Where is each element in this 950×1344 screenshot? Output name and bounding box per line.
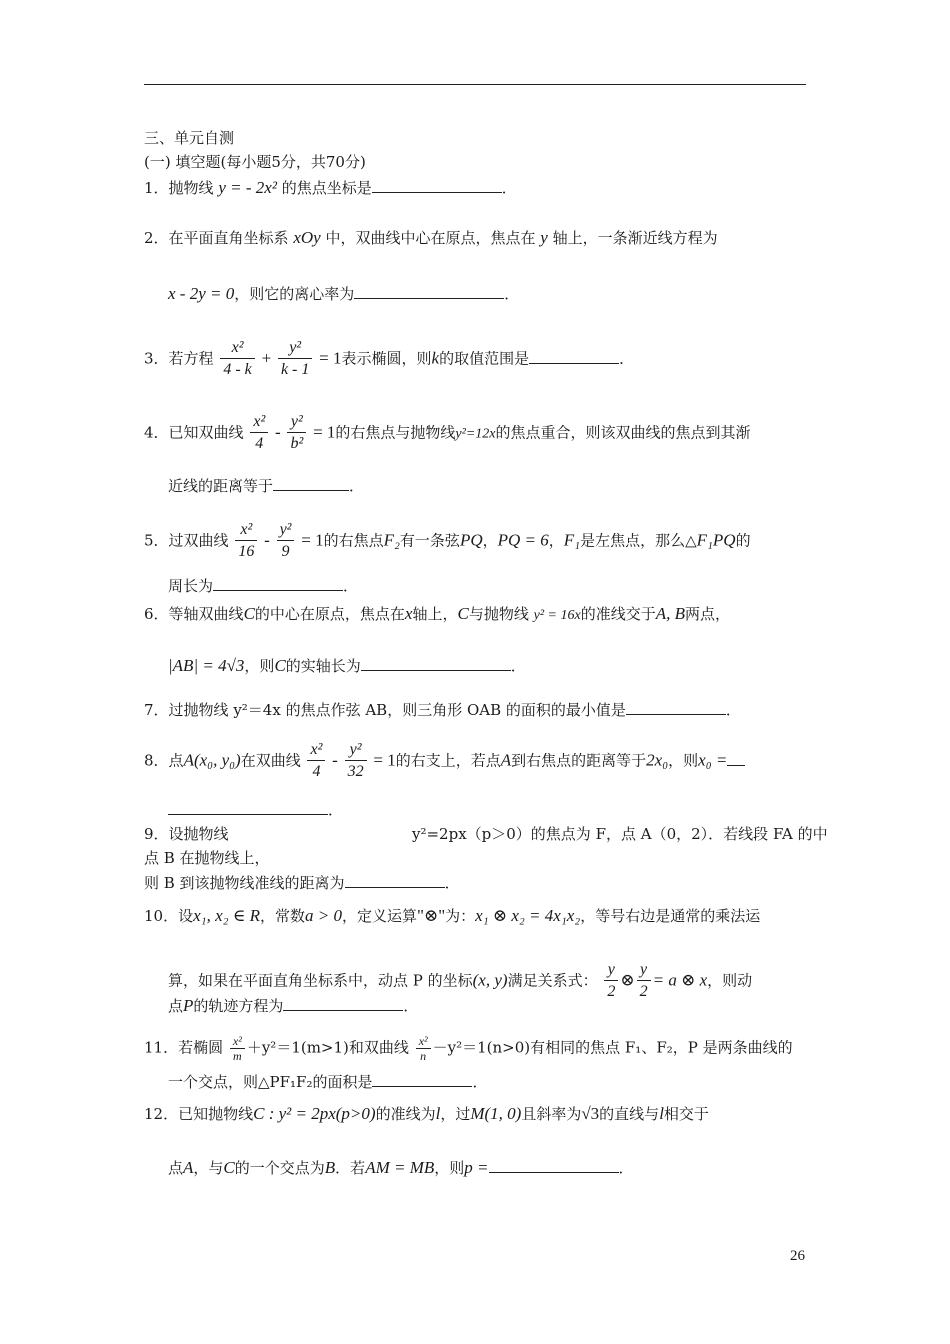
fraction: $\frac{y}{2}$ — [637, 960, 651, 1003]
page-number: 26 — [790, 1248, 805, 1264]
question-5: 5．过双曲线 $\frac{\text{x²}}{16}$ - $\frac{\text{y²}}{9}$ = 1的右焦点F₂有一条弦PQ，PQ = 6，F₁是左焦点，那么△F₁PQ的 — [144, 520, 751, 563]
question-12: 12．已知抛物线C : y² = 2px(p>0)的准线为l，过M(1, 0)且斜率为√3的直线与l相交于 — [144, 1104, 709, 1123]
fraction: $\frac{\text{y²}}{9}$ — [277, 520, 295, 563]
question-4-cont: 近线的距离等于 ． — [168, 477, 365, 495]
answer-blank — [372, 178, 502, 193]
question-10: 10．设x₁, x₂ ∈ R，常数a > 0，定义运算"⊗"为：x₁ ⊗ x₂ = 4x₁x₂，等号右边是通常的乘法运 — [144, 906, 761, 925]
question-5-cont: 周长为 ． — [168, 577, 359, 595]
answer-blank — [213, 576, 343, 591]
question-9-cont2: 则 B 到该抛物线准线的距离为 ． — [144, 874, 460, 892]
question-11-cont: 一个交点，则△PF₁F₂的面积是 ． — [168, 1073, 488, 1091]
question-12-cont: 点A，与C的一个交点为B．若AM = MB，则p = ． — [168, 1158, 634, 1177]
q1-expr: y = - 2x² — [218, 178, 277, 197]
question-9: 9．设抛物线 — [144, 825, 229, 843]
fraction: $\frac{\text{x²}}{4 - k}$ — [220, 338, 254, 381]
fraction: $\frac{\text{y²}}{\text{b²}}$ — [287, 412, 306, 455]
fraction: $\frac{\text{y²}}{k - 1}$ — [278, 338, 312, 381]
section-title: 三、单元自测 — [144, 129, 235, 147]
answer-blank — [626, 700, 726, 715]
question-6-cont: |AB| = 4√3，则C的实轴长为 ． — [168, 656, 526, 675]
answer-blank — [345, 873, 445, 888]
question-7: 7．过抛物线 y²＝4x 的焦点作弦 AB，则三角形 OAB 的面积的最小值是 ． — [144, 701, 741, 719]
answer-blank — [273, 476, 349, 491]
fraction: $\frac{\text{y²}}{32}$ — [345, 740, 367, 783]
answer-blank — [168, 800, 328, 815]
answer-blank — [283, 996, 403, 1011]
question-10-cont2: 点P的轨迹方程为 ． — [168, 996, 419, 1015]
fraction: $\frac{y}{2}$ — [604, 960, 618, 1003]
answer-blank — [354, 284, 504, 299]
question-2: 2．在平面直角坐标系 xOy 中，双曲线中心在原点，焦点在 y 轴上，一条渐近线方程为 — [144, 228, 718, 247]
question-9-text: y²=2px（p＞0）的焦点为 F，点 A（0，2）．若线段 FA 的中 — [412, 825, 828, 843]
answer-blank — [529, 349, 619, 364]
header-rule — [144, 84, 806, 85]
question-4: 4．已知双曲线 $\frac{\text{x²}}{4}$ - $\frac{\text{y²}}{\text{b²}}$ = 1的右焦点与抛物线y²=12x的焦点重合，则该双曲线的焦点到其渐 — [144, 412, 751, 455]
question-11: 11．若椭圆 $\frac{\text{x²}}{m}$ ＋y²＝1(m>1)和双曲线 $\frac{\text{x²}}{n}$ －y²＝1(n>0)有相同的焦点 F₁、F₂，P 是两条曲线的 — [144, 1034, 793, 1063]
answer-blank — [361, 656, 511, 671]
fraction: $\frac{\text{x²}}{n}$ — [416, 1034, 431, 1063]
question-6: 6．等轴双曲线C的中心在原点，焦点在x轴上，C与抛物线 y² = 16x的准线交于A, B两点， — [144, 604, 731, 623]
fraction: $\frac{\text{x²}}{4}$ — [250, 412, 268, 455]
answer-blank — [372, 1072, 472, 1087]
answer-blank — [489, 1158, 619, 1173]
question-8-cont: ． — [168, 800, 343, 820]
question-1: 1．抛物线 y = - 2x² 的焦点坐标是 ． — [144, 178, 517, 197]
fraction: $\frac{\text{x²}}{16}$ — [235, 520, 257, 563]
fraction: $\frac{\text{x²}}{4}$ — [307, 740, 325, 783]
question-2-cont: x - 2y = 0，则它的离心率为 ． — [168, 284, 520, 303]
question-3: 3．若方程 $\frac{\text{x²}}{4 - k}$ + $\frac{\text{y²}}{k - 1}$ = 1表示椭圆，则k的取值范围是 ． — [144, 338, 634, 381]
fraction: $\frac{\text{x²}}{m}$ — [230, 1034, 245, 1063]
question-9-cont: 点 B 在抛物线上， — [144, 849, 270, 867]
subsection-title: (一) 填空题(每小题5分，共70分) — [144, 153, 366, 171]
question-8: 8．点A(x₀, y₀)在双曲线 $\frac{\text{x²}}{4}$ - $\frac{\text{y²}}{32}$ = 1的右支上，若点A到右焦点的距离等于2x₀，则x₀ = — [144, 740, 745, 783]
question-10-cont: 算，如果在平面直角坐标系中，动点 P 的坐标(x, y)满足关系式： $\frac{y}{2}$ ⊗ $\frac{y}{2}$ = a ⊗ x，则动 — [168, 960, 752, 1003]
